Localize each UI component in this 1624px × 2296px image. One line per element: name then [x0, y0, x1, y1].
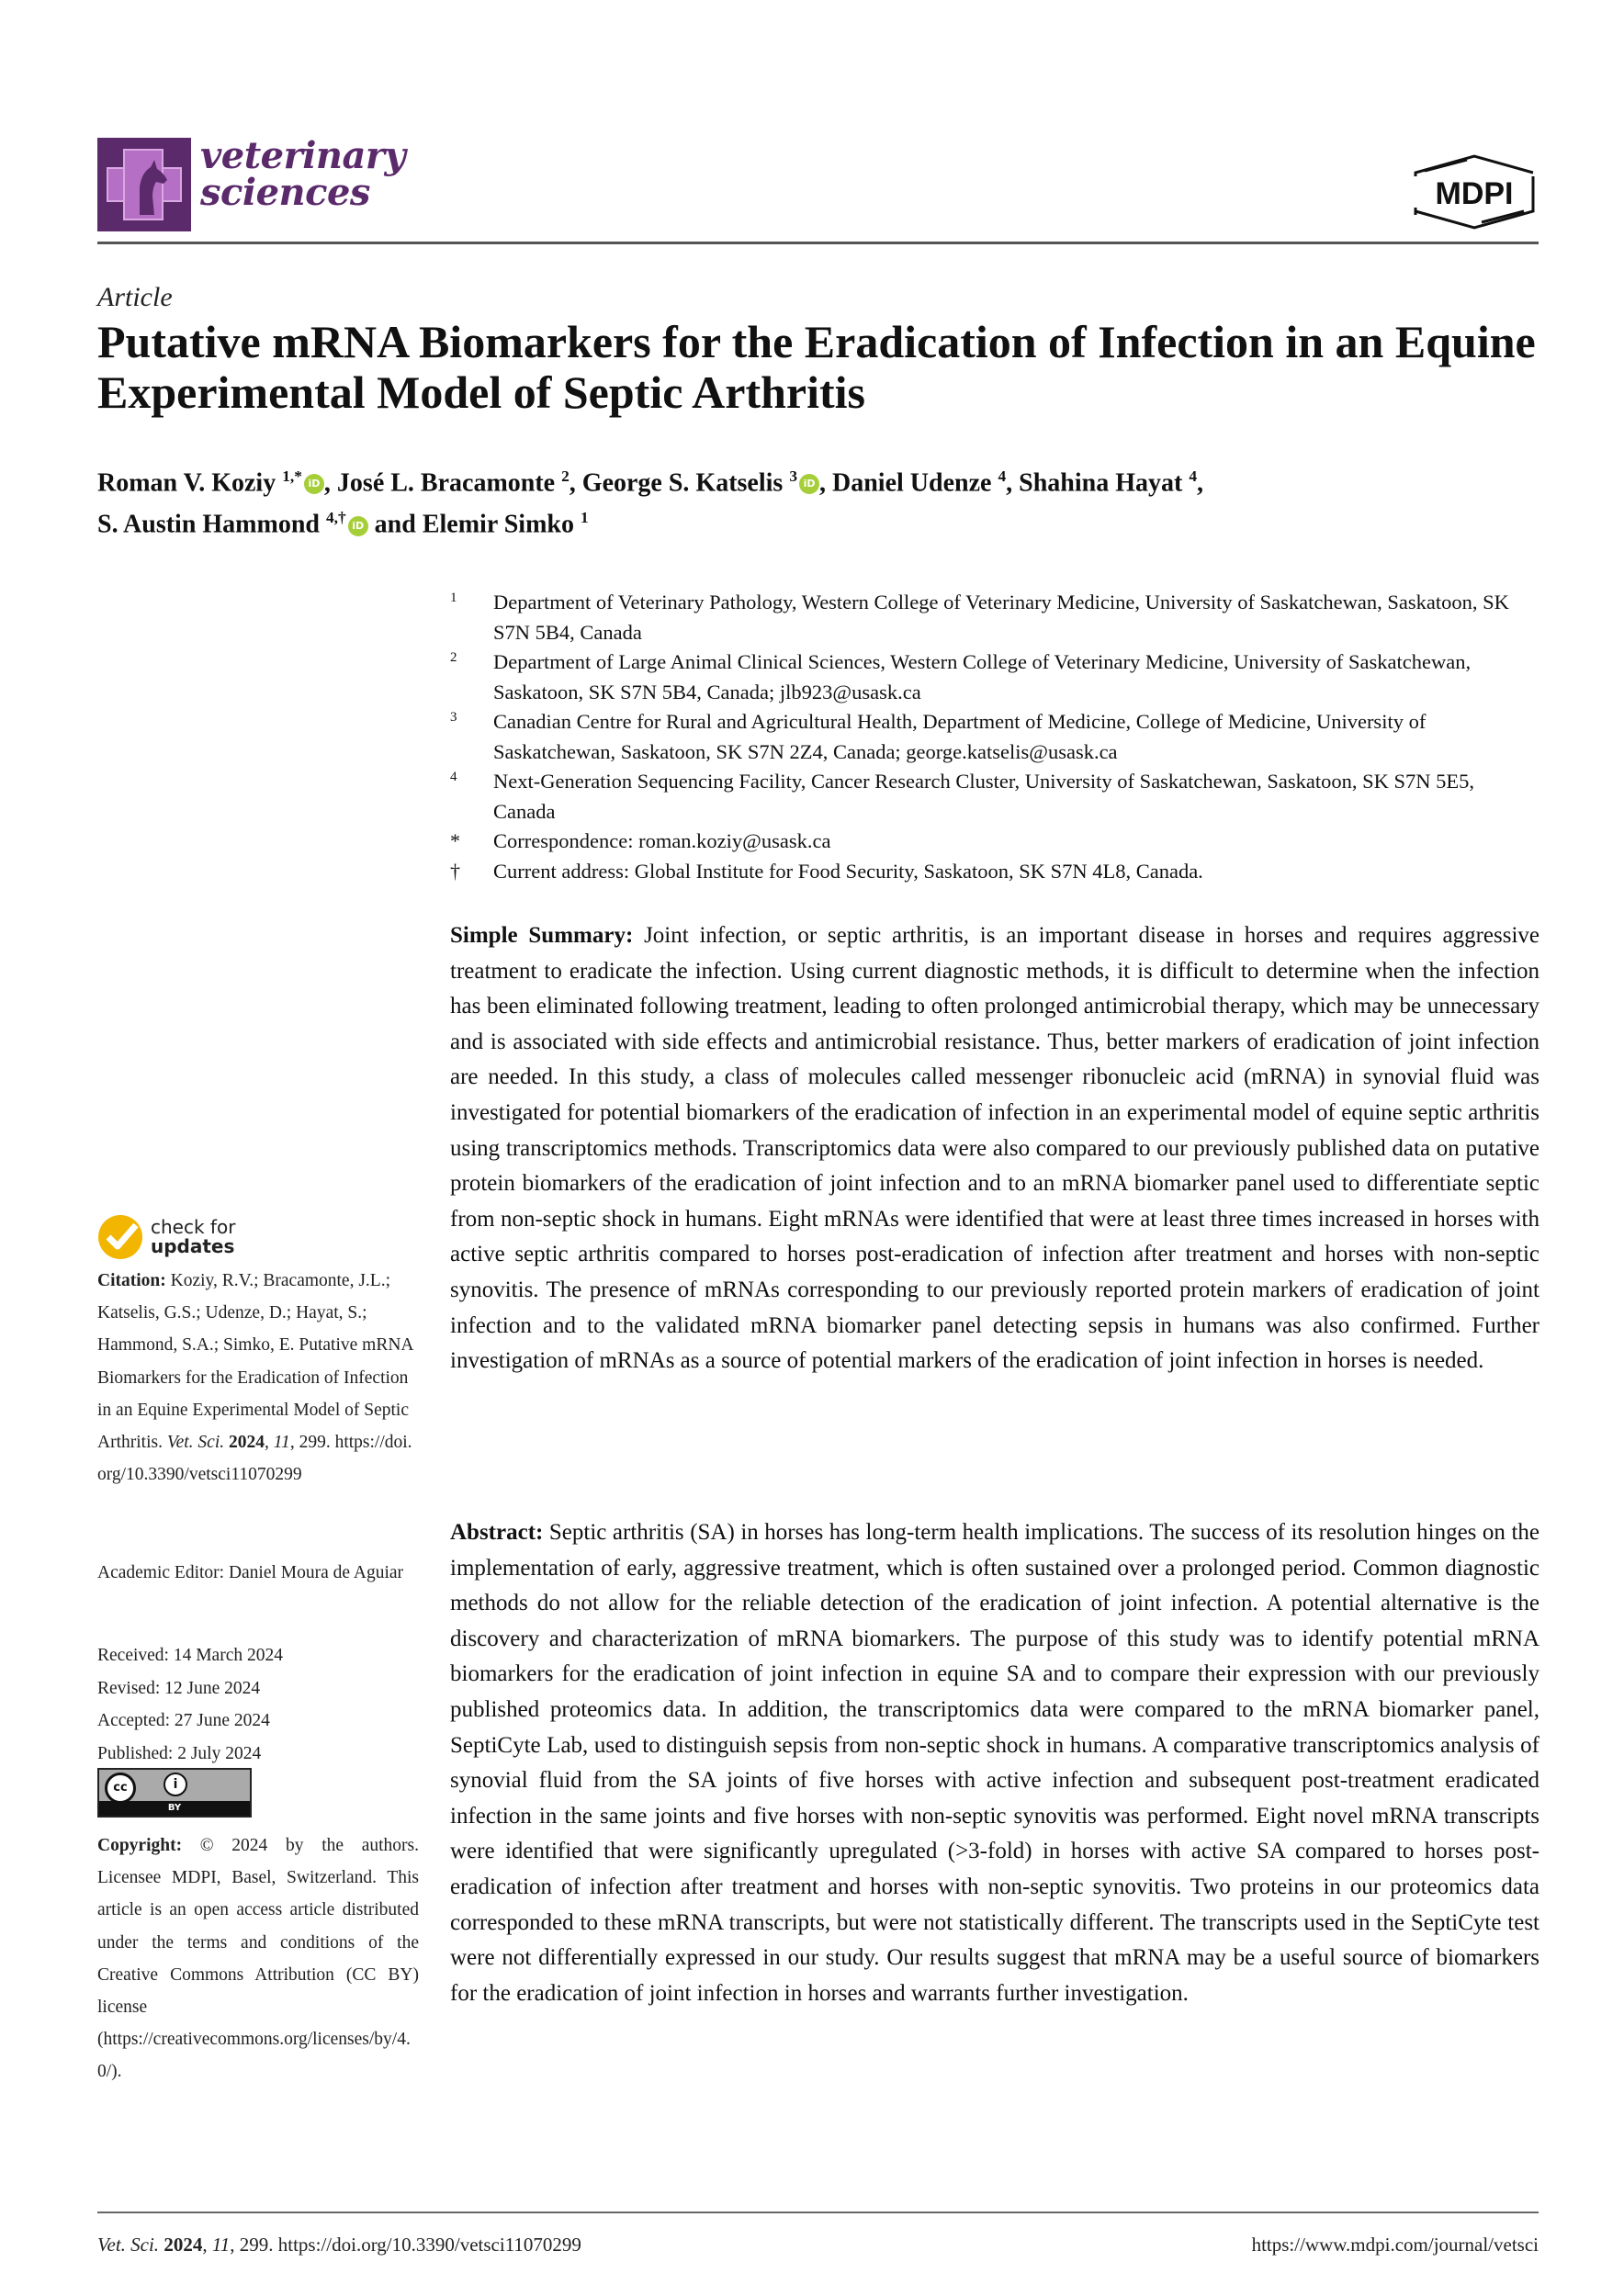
check-updates-line1: check for: [151, 1216, 236, 1238]
author-affiliation-mark: 1,*: [282, 467, 302, 485]
author-affiliation-mark: 4: [998, 467, 1007, 485]
cc-by-license-badge[interactable]: [97, 1768, 252, 1818]
author-name: George S. Katselis: [581, 468, 784, 498]
affiliation-item: [450, 827, 1543, 857]
author-separator: ,: [1197, 468, 1203, 498]
check-for-updates-button[interactable]: [97, 1214, 235, 1260]
author-separator: ,: [819, 468, 833, 498]
copyright-label: Copyright:: [97, 1836, 183, 1855]
author-affiliation-mark: 4,†: [325, 509, 346, 527]
citation-doi-link[interactable]: https://doi.org/10.3390/vetsci11070299: [97, 1433, 412, 1485]
header-divider: [97, 242, 1539, 244]
author-name: José L. Bracamonte: [336, 468, 556, 498]
abstract-text: Septic arthritis (SA) in horses has long-term health implications. The success of its resolution hinges on the implementation of early, aggressive treatment, which is often sustained over a prolonged period. Common diagnostic methods do not allow for the reliable detection of the eradication of joint infection. A potential alternative is the discovery and characterization of mRNA biomarkers. The purpose of this study was to identify potential mRNA biomarkers for the eradication of joint infection in equine SA and to compare their expression with our previously published proteomics data. In addition, the transcriptomics data were compared to the mRNA biomarker panel, SeptiCyte Lab, used to distinguish sepsis from non-septic shock in humans. A comparative transcriptomics analysis of synovial fluid from the SA joints of five horses with active infection and subsequent post-treatment eradicated infection in the same joints and five horses with non-septic synovitis was performed. Eight novel mRNA transcripts were identified that were significantly upregulated (>3-fold) in horses with active SA compared to horses post-eradication of infection after treatment and horses with non-septic synovitis. Two proteins in our proteomics data corresponded to these mRNA transcripts, but were not statistically different. The transcripts used in the SeptiCyte test were not differentially expressed in our study. Our results suggest that mRNA may be a useful source of biomarkers for the eradication of joint infection in horses and warrants further investigation.: [450, 1520, 1539, 2006]
affiliation-mark: *: [450, 829, 460, 852]
check-updates-line2: updates: [151, 1235, 235, 1257]
author-separator: ,: [323, 468, 337, 498]
affiliation-item: [450, 647, 1543, 707]
by-label: BY: [99, 1801, 250, 1816]
affiliation-text: Department of Veterinary Pathology, Western College of Veterinary Medicine, University of Saskatchewan, Saskatoon, SK S7N 5B4, Canada: [493, 591, 1509, 644]
dog-head-icon: [132, 160, 169, 215]
article-type: Article: [97, 282, 173, 312]
article-title: Putative mRNA Biomarkers for the Eradication of Infection in an Equine Experimental Model of Septic Arthritis: [97, 316, 1536, 418]
journal-logo: [97, 138, 191, 231]
author-separator: ,: [569, 468, 582, 498]
copyright-block: [97, 1829, 419, 2088]
footer-citation: Vet. Sci. 2024, 11, 299. https://doi.org/10.3390/vetsci11070299: [97, 2234, 581, 2256]
footer-year: 2024: [164, 2234, 203, 2256]
abstract: [450, 1515, 1539, 2011]
author-name: Daniel Udenze: [832, 468, 992, 498]
affiliation-text: Department of Large Animal Clinical Sciences, Western College of Veterinary Medicine, University of Saskatchewan, Saskatoon, SK S7N 5B4, Canada; jlb923@usask.ca: [493, 650, 1472, 703]
check-updates-icon: [97, 1214, 143, 1260]
citation-year: 2024: [229, 1433, 265, 1453]
journal-name: [200, 134, 406, 214]
affiliation-text: Canadian Centre for Rural and Agricultural Health, Department of Medicine, College of Medicine, University of Saskatchewan, Saskatoon, SK S7N 2Z4, Canada; george.katselis@usask.ca: [493, 710, 1427, 763]
affiliation-item: [450, 767, 1543, 827]
affiliation-text: Current address: Global Institute for Food Security, Saskatoon, SK S7N 4L8, Canada.: [493, 859, 1203, 883]
author-separator: ,: [1006, 468, 1020, 498]
mdpi-logo-icon: [1410, 154, 1539, 230]
affiliation-text: Next-Generation Sequencing Facility, Cancer Research Cluster, University of Saskatchewan, Saskatoon, SK S7N 5E5, Canada: [493, 770, 1475, 823]
orcid-icon[interactable]: iD: [304, 474, 324, 494]
date-received: Received: 14 March 2024: [97, 1646, 283, 1665]
author-separator: and: [367, 510, 423, 539]
citation-label: Citation:: [97, 1271, 166, 1290]
affiliation-text: Correspondence: roman.koziy@usask.ca: [493, 829, 831, 852]
date-published: Published: 2 July 2024: [97, 1743, 262, 1763]
footer-divider: [97, 2212, 1539, 2213]
affiliation-item: [450, 857, 1543, 887]
date-accepted: Accepted: 27 June 2024: [97, 1711, 270, 1730]
author-name: Roman V. Koziy: [97, 468, 276, 498]
author-affiliation-mark: 4: [1189, 467, 1197, 485]
author-affiliation-mark: 3: [789, 467, 798, 485]
footer-journal: Vet. Sci.: [97, 2234, 160, 2256]
cc-icon: cc: [105, 1773, 136, 1804]
affiliation-mark: 1: [450, 591, 457, 605]
attribution-icon: i: [164, 1773, 187, 1796]
affiliation-item: [450, 588, 1543, 647]
affiliation-item: [450, 707, 1543, 767]
citation-text: Koziy, R.V.; Bracamonte, J.L.; Katselis, G.S.; Udenze, D.; Hayat, S.; Hammond, S.A.; Simko, E. Putative mRNA Biomarkers for the Eradication of Infection in an Equine Experimental Model of Septic Arthritis.: [97, 1271, 413, 1453]
author-affiliation-mark: 1: [580, 509, 589, 527]
copyright-text: © 2024 by the authors. Licensee MDPI, Basel, Switzerland. This article is an open access article distributed under the terms and conditions of the Creative Commons Attribution (CC BY) license (https://creativecommons.org/licenses/by/4.0/).: [97, 1836, 420, 2082]
affiliation-mark: 2: [450, 650, 457, 665]
affiliation-mark: 3: [450, 710, 457, 725]
citation-volume: 11: [273, 1433, 290, 1453]
simple-summary-text: Joint infection, or septic arthritis, is an important disease in horses and requires aggressive treatment to eradicate the infection. Using current diagnostic methods, it is difficult to determine when the infection has been eliminated following treatment, leading to often prolonged antimicrobial therapy, which may be unnecessary and is associated with side effects and antimicrobial resistance. Thus, better markers of eradication of joint infection are needed. In this study, a class of molecules called messenger ribonucleic acid (mRNA) in synovial fluid was investigated for potential biomarkers of the eradication of infection in an experimental model of equine septic arthritis using transcriptomics methods. Transcriptomics data were also compared to our previously published data on putative protein biomarkers of the eradication of joint infection and to an mRNA biomarker panel used to differentiate septic from non-septic shock in humans. Eight mRNAs were identified that were at least three times increased in horses with active septic arthritis compared to horses post-eradication of infection after treatment and horses with non-septic synovitis. The presence of mRNAs corresponding to our previously reported protein markers of eradication of joint infection and to the validated mRNA biomarker panel detecting sepsis in humans was also confirmed. Further investigation of mRNAs as a source of potential markers of the eradication of joint infection in horses is needed.: [450, 923, 1540, 1374]
journal-name-line2: sciences: [200, 171, 370, 214]
citation-block: Citation: Koziy, R.V.; Bracamonte, J.L.; Katselis, G.S.; Udenze, D.; Hayat, S.; Hammond, S.A.; Simko, E. Putative mRNA Biomarkers for the Eradication of Infection in an Equine Experimental Model of Septic Arthritis. Vet. Sci. 2024, 11, 299. https://doi.org/10.3390/vetsci11070299: [97, 1271, 413, 1485]
author-affiliation-mark: 2: [561, 467, 570, 485]
author-name: Elemir Simko: [422, 510, 574, 539]
publication-dates: [97, 1639, 419, 1770]
simple-summary: [450, 918, 1539, 1379]
footer-doi-link[interactable]: , 299. https://doi.org/10.3390/vetsci11070299: [230, 2234, 581, 2256]
orcid-icon[interactable]: iD: [348, 516, 368, 536]
abstract-label: Abstract:: [450, 1520, 544, 1545]
affiliations: [450, 588, 1543, 886]
footer-volume: 11: [211, 2234, 231, 2256]
citation-pages: , 299.: [289, 1433, 331, 1453]
affiliation-mark: †: [450, 859, 460, 883]
academic-editor: Academic Editor: Daniel Moura de Aguiar: [97, 1563, 404, 1582]
date-revised: Revised: 12 June 2024: [97, 1678, 261, 1698]
footer-journal-url[interactable]: https://www.mdpi.com/journal/vetsci: [1251, 2234, 1539, 2256]
journal-name-line1: veterinary: [200, 134, 406, 177]
author-name: Shahina Hayat: [1019, 468, 1183, 498]
orcid-icon[interactable]: iD: [799, 474, 819, 494]
author-name: S. Austin Hammond: [97, 510, 320, 539]
mdpi-text: MDPI: [1435, 176, 1514, 211]
simple-summary-label: Simple Summary:: [450, 923, 634, 948]
author-list: [97, 459, 1530, 543]
citation-journal: Vet. Sci.: [166, 1433, 225, 1453]
affiliation-mark: 4: [450, 770, 457, 784]
